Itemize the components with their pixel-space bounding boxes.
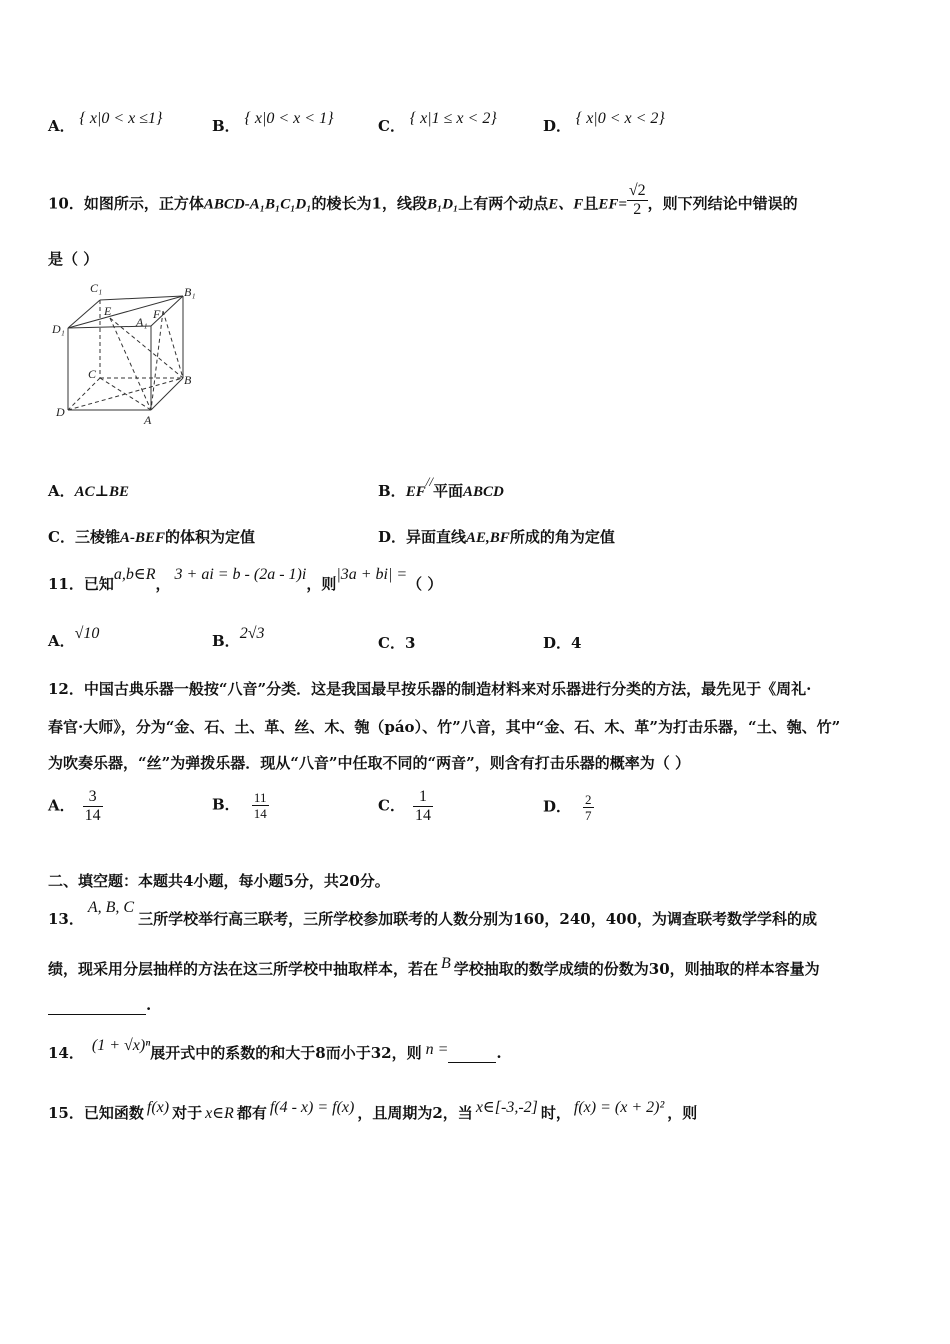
- q15-stem: 15．已知函数 f(x) 对于 x∈R 都有 f(4 - x) = f(x) ，且周期为2，当 x∈[-3,-2] 时， f(x) = (x + 2)² ，则: [48, 1099, 698, 1122]
- label-e: E: [104, 304, 112, 318]
- q13-line1: 13．A, B, C三所学校举行高三联考，三所学校参加联考的人数分别为160，240，400，为调查联考数学学科的成: [48, 899, 818, 928]
- label-d: D: [56, 405, 65, 419]
- q11-option-d: D．4: [543, 634, 582, 652]
- q12-line3: 为吹奏乐器，“丝”为弹拨乐器．现从“八音”中任取不同的“两音”，则含有打击乐器的概率为（ ）: [48, 754, 690, 772]
- q10-option-a: A．AC⊥BE: [48, 482, 130, 500]
- q10-option-d: D．异面直线AE,BF所成的角为定值: [378, 528, 615, 546]
- label-b: B: [184, 373, 192, 387]
- q12-option-c: C． $\frac{1}{14}$: [378, 788, 431, 824]
- q12-line1: 12．中国古典乐器一般按“八音”分类．这是我国最早按乐器的制造材料来对乐器进行分类的方法，最先见于《周礼·: [48, 680, 812, 698]
- q13-answer-blank[interactable]: .: [48, 996, 151, 1015]
- label-f: F: [153, 307, 161, 321]
- q10-fraction: $\frac{√2}{2}$: [628, 182, 646, 218]
- q10-option-b: B．EF//平面ABCD: [378, 474, 504, 500]
- q10-option-c: C．三棱锥A-BEF的体积为定值: [48, 528, 255, 546]
- q14-answer-blank[interactable]: [448, 1044, 496, 1063]
- q14-stem: 14． (1 + √x)ⁿ展开式中的系数的和大于8而小于32，则 n = .: [48, 1037, 502, 1062]
- q11-option-c: C．3: [378, 634, 416, 652]
- q12-option-d: D． $\frac{2}{7}$: [543, 792, 592, 823]
- q9-option-b: B． { x|0 < x < 1}: [212, 110, 334, 135]
- q9-option-a: A． { x|0 < x ≤1}: [48, 110, 163, 135]
- q12-line2: 春官·大师》，分为“金、石、土、革、丝、木、匏（páo）、竹”八音，其中“金、石、木、革”为打击乐器，“土、匏、竹”: [48, 718, 841, 736]
- label-c1: C₁: [90, 281, 103, 295]
- label-d1: D₁: [52, 322, 65, 336]
- cube-figure: [48, 278, 208, 428]
- q10-stem-line2: 是（ ）: [48, 250, 99, 268]
- q12-option-a: A． $\frac{3}{14}$: [48, 788, 101, 824]
- q9-option-c: C． { x|1 ≤ x < 2}: [378, 110, 497, 135]
- q13-line2: 绩，现采用分层抽样的方法在这三所学校中抽取样本，若在 B 学校抽取的数学成绩的份数为30，则抽取的样本容量为: [48, 955, 820, 978]
- label-c: C: [88, 367, 97, 381]
- q12-option-b: B． $\frac{11}{14}$: [212, 790, 267, 821]
- label-a1: A₁: [136, 315, 148, 329]
- section-2-heading: 二、填空题：本题共4小题，每小题5分，共20分。: [48, 872, 390, 890]
- q10-stem: 10．如图所示，正方体ABCD-A₁B₁C₁D₁的棱长为1，线段B₁D₁上有两个动点E、F且EF= $\frac{√2}{2}$ ，则下列结论中错误的: [48, 182, 798, 218]
- q9-option-d: D． { x|0 < x < 2}: [543, 110, 665, 135]
- q11-stem: 11．已知a,b∈R，3 + ai = b - (2a - 1)i，则|3a + bi| =（ ）: [48, 566, 443, 593]
- q11-option-a: A．√10: [48, 625, 100, 650]
- label-b1: B₁: [184, 285, 196, 299]
- label-a: A: [144, 413, 152, 427]
- q11-option-b: B．2√3: [212, 625, 265, 650]
